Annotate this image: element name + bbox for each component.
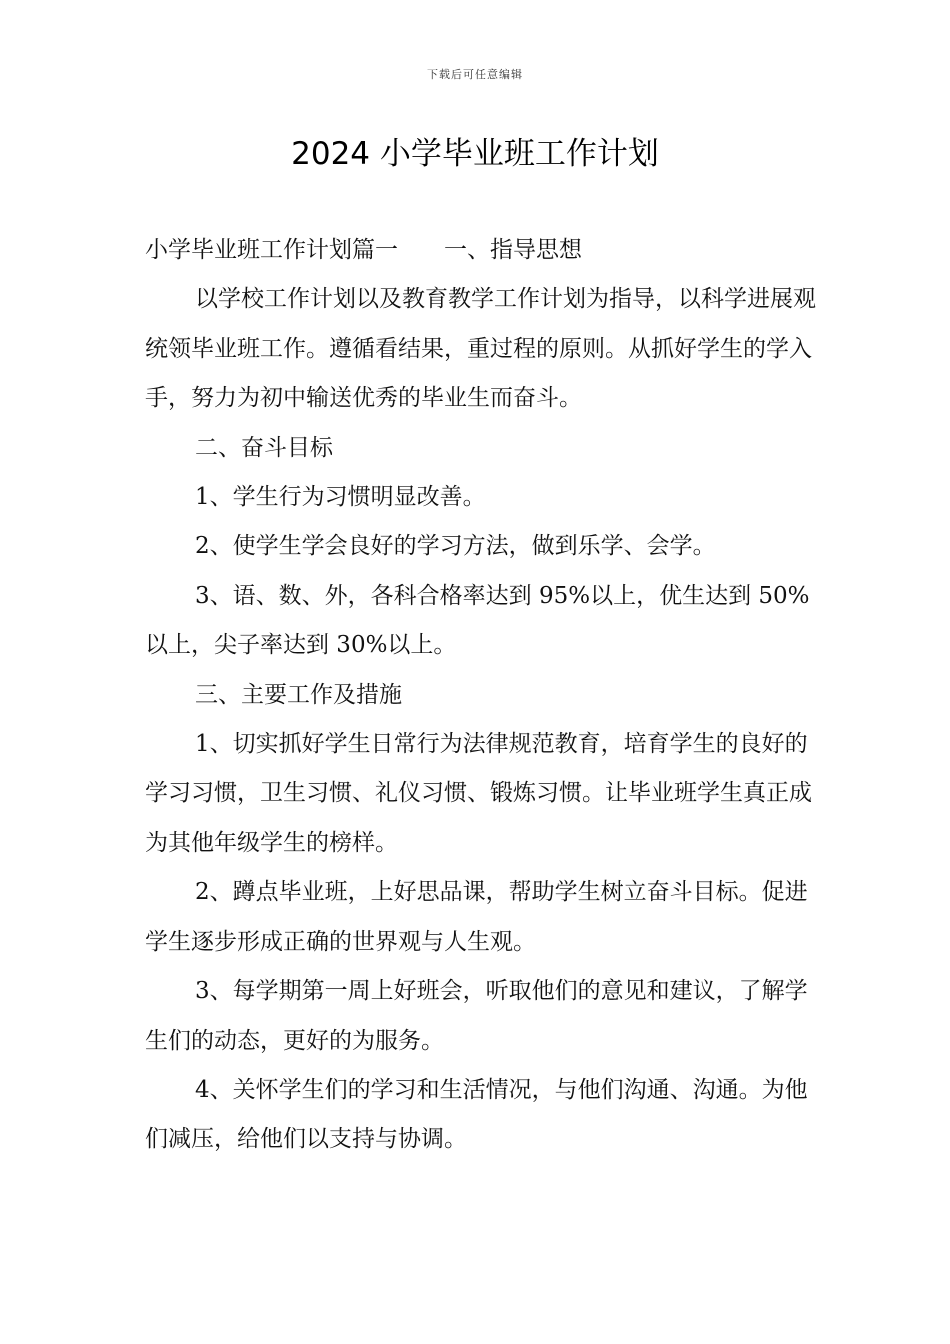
goal-item-3: 3、语、数、外，各科合格率达到 95%以上，优生达到 50%以上，尖子率达到 30%以上。 [145,582,810,659]
section-heading-plan: 小学毕业班工作计划篇一 [145,237,398,263]
measure-item-2: 2、蹲点毕业班，上好思品课，帮助学生树立奋斗目标。促进学生逐步形成正确的世界观与人生观。 [145,879,808,955]
paragraph-guiding-ideology: 以学校工作计划以及教育教学工作计划为指导，以科学进展观统领毕业班工作。遵循看结果，重过程的原则。从抓好学生的学入手，努力为初中输送优秀的毕业生而奋斗。 [145,286,816,412]
first-line [145,226,825,275]
measure-item-1: 1、切实抓好学生日常行为法律规范教育，培育学生的良好的学习习惯，卫生习惯、礼仪习惯、锻炼习惯。让毕业班学生真正成为其他年级学生的榜样。 [145,731,812,856]
header-note: 下载后可任意编辑 [427,68,523,81]
section-heading-measures: 三、主要工作及措施 [195,681,402,708]
section-heading-guiding-ideology: 一、指导思想 [444,237,582,263]
goal-item-1: 1、学生行为习惯明显改善。 [195,484,486,511]
section-heading-goals: 二、奋斗目标 [195,434,333,461]
measure-item-3: 3、每学期第一周上好班会，听取他们的意见和建议，了解学生们的动态，更好的为服务。 [145,978,808,1054]
goal-item-2: 2、使学生学会良好的学习方法，做到乐学、会学。 [195,533,716,560]
document-body [145,226,825,1165]
document-title: 2024 小学毕业班工作计划 [291,136,659,172]
measure-item-4: 4、关怀学生们的学习和生活情况，与他们沟通、沟通。为他们减压，给他们以支持与协调。 [145,1076,808,1153]
